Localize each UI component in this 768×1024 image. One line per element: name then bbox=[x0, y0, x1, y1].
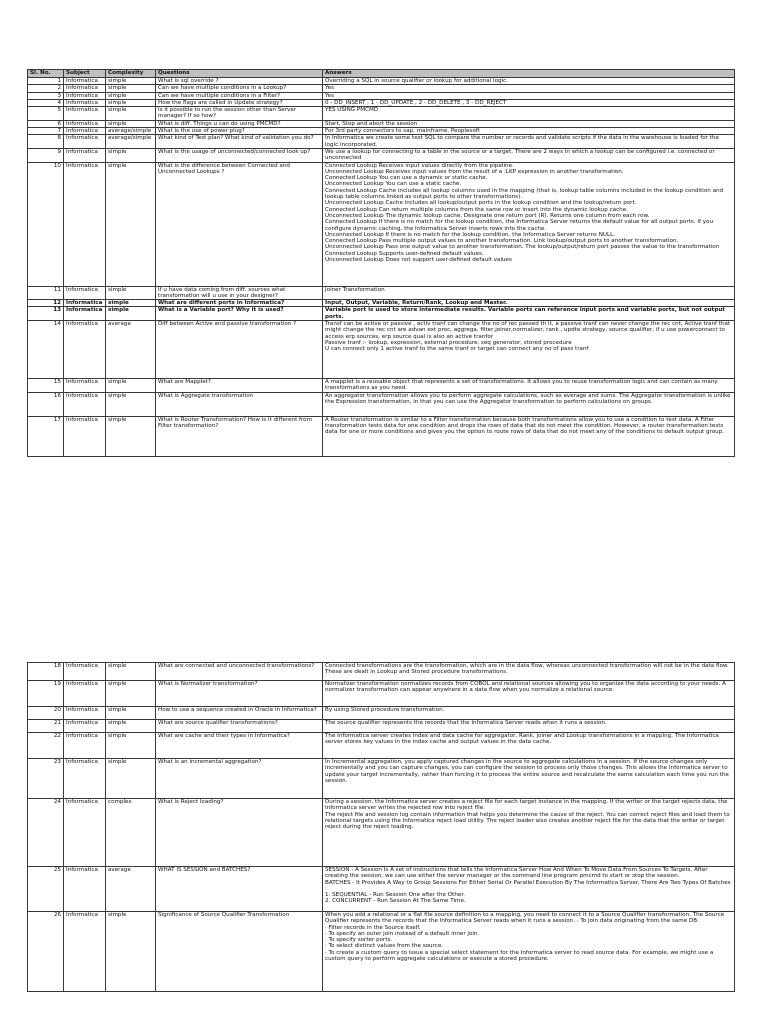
cell-answer: A Router transformation is similar to a Filter transformation because both transformations allow you to use a condition to test data. A Filter transformation tests data for one condition and drops the rows of data that do not meet the condition. However, a router transformation tests data for one or more conditions and gives you the option to route rows of data that do not meet any of the conditions to default output group. bbox=[323, 416, 735, 456]
cell-complexity: simple bbox=[106, 120, 156, 127]
cell-subject: Informatica bbox=[64, 720, 106, 733]
cell-subject: Informatica bbox=[64, 733, 106, 759]
cell-complexity: simple bbox=[106, 148, 156, 162]
cell-complexity: simple bbox=[106, 300, 156, 307]
cell-complexity: simple bbox=[106, 85, 156, 92]
cell-answer: Input, Output, Variable, Return/Rank, Lookup and Master. bbox=[323, 300, 735, 307]
cell-subject: Informatica bbox=[64, 392, 106, 416]
cell-sl-no: 8 bbox=[28, 135, 64, 149]
cell-complexity: simple bbox=[106, 733, 156, 759]
cell-sl-no: 9 bbox=[28, 148, 64, 162]
cell-subject: Informatica bbox=[64, 286, 106, 300]
cell-answer: Yes bbox=[323, 92, 735, 99]
cell-answer: A mapplet is a reusable object that represents a set of transformations. It allows you to reuse transformation logic and can contain as many transformations as you need. bbox=[323, 379, 735, 393]
cell-question: Can we have multiple conditions in a Lookup? bbox=[156, 85, 323, 92]
table-body-page-2 bbox=[28, 663, 735, 992]
table-row bbox=[28, 321, 735, 379]
table-row bbox=[28, 120, 735, 127]
cell-question: WHAT IS SESSION and BATCHES? bbox=[156, 867, 323, 912]
cell-answer: Connected transformations are the transformation, which are in the data flow, whereas unconnected transformation will not be in the data flow. These are dealt in Lookup and Stored procedure transformations. bbox=[323, 663, 735, 681]
qa-table-page-1 bbox=[27, 69, 735, 457]
cell-question: What is the usage of unconnected/connected look up? bbox=[156, 148, 323, 162]
cell-question: What is an incremental aggregation? bbox=[156, 759, 323, 799]
cell-subject: Informatica bbox=[64, 85, 106, 92]
cell-complexity: average bbox=[106, 867, 156, 912]
cell-answer: Normalizer transformation normalizes records from COBOL and relational sources allowing you to organize the data according to your needs. A normalizer transformation can appear anywhere in a data flow when you normalize a relational source. bbox=[323, 681, 735, 707]
table-row bbox=[28, 707, 735, 720]
table-row bbox=[28, 799, 735, 867]
cell-question: How the flags are called in Update strategy? bbox=[156, 99, 323, 106]
table-row bbox=[28, 85, 735, 92]
table-row bbox=[28, 92, 735, 99]
cell-sl-no: 15 bbox=[28, 379, 64, 393]
cell-answer: An aggregator transformation allows you to perform aggregate calculations, such as average and sums. The Aggregator transformation is unlike the Expression transformation, in that you can use the Aggregator transformation to perform calculations on groups. bbox=[323, 392, 735, 416]
cell-subject: Informatica bbox=[64, 379, 106, 393]
cell-answer: The source qualifier represents the records that the Informatica Server reads when it runs a session. bbox=[323, 720, 735, 733]
cell-answer: In Incremental aggregation, you apply captured changes in the source to aggregate calculations in a session. If the source changes only incrementally and you can capture changes, you can configure the session to process only those changes. This allows the Informatica server to update your target incrementally, rather than forcing it to process the entire source and recalculate the same calculation each time you run the session. bbox=[323, 759, 735, 799]
cell-answer: Variable port is used to store intermediate results. Variable ports can reference input ports and variable ports, but not output ports. bbox=[323, 307, 735, 321]
cell-sl-no: 14 bbox=[28, 321, 64, 379]
cell-subject: Informatica bbox=[64, 148, 106, 162]
qa-table-page-2 bbox=[27, 662, 735, 992]
cell-answer: Start, Stop and abort the session bbox=[323, 120, 735, 127]
cell-subject: Informatica bbox=[64, 135, 106, 149]
cell-answer: SESSION - A Session Is A set of instructions that tells the Informatica Server How And When To Move Data From Sources To Targets. After creating the session, we can use either the server manager or the command line program pmcmd to start or stop the session. BATCHES - It Provides A Way to Group Sessions For Either Serial Or Parallel Execution By The Informatica Server. There Are Two Types Of Batches : 1. SEQUENTIAL - Run Session One after the Other. 2. CONCURRENT - Run Session At The Same Time. bbox=[323, 867, 735, 912]
cell-complexity: simple bbox=[106, 92, 156, 99]
table-row bbox=[28, 78, 735, 85]
cell-complexity: simple bbox=[106, 720, 156, 733]
table-row bbox=[28, 720, 735, 733]
cell-question: What is diff. Things u can do using PMCMD? bbox=[156, 120, 323, 127]
cell-question: Diff between Active and passive transformation ? bbox=[156, 321, 323, 379]
cell-question: If u have data coming from diff. sources what transformation will u use in your designer? bbox=[156, 286, 323, 300]
cell-complexity: simple bbox=[106, 78, 156, 85]
cell-question: What are cache and their types in Informatica? bbox=[156, 733, 323, 759]
cell-subject: Informatica bbox=[64, 321, 106, 379]
header-answers: Answers bbox=[323, 70, 735, 78]
cell-question: What is Reject loading? bbox=[156, 799, 323, 867]
cell-question: What are connected and unconnected transformations? bbox=[156, 663, 323, 681]
cell-question: What is the difference between Connected and Unconnected Lookups ? bbox=[156, 162, 323, 286]
cell-sl-no: 1 bbox=[28, 78, 64, 85]
cell-question: How to use a sequence created in Oracle in Informatica? bbox=[156, 707, 323, 720]
cell-complexity: simple bbox=[106, 379, 156, 393]
cell-complexity: average/simple bbox=[106, 128, 156, 135]
cell-sl-no: 18 bbox=[28, 663, 64, 681]
cell-complexity: simple bbox=[106, 99, 156, 106]
cell-complexity: simple bbox=[106, 162, 156, 286]
table-row bbox=[28, 733, 735, 759]
cell-subject: Informatica bbox=[64, 78, 106, 85]
cell-answer: In Informatica we create some test SQL to compare the number or records and validate scripts if the data in the warehouse is loaded for the logic incorporated. bbox=[323, 135, 735, 149]
table-row bbox=[28, 162, 735, 286]
table-row bbox=[28, 135, 735, 149]
cell-subject: Informatica bbox=[64, 912, 106, 992]
table-row bbox=[28, 99, 735, 106]
cell-subject: Informatica bbox=[64, 663, 106, 681]
cell-sl-no: 13 bbox=[28, 307, 64, 321]
cell-question: What is a Variable port? Why it is used? bbox=[156, 307, 323, 321]
cell-question: What kind of Test plan? What kind of validation you do? bbox=[156, 135, 323, 149]
cell-sl-no: 11 bbox=[28, 286, 64, 300]
header-subject: Subject bbox=[64, 70, 106, 78]
cell-answer: The Informatica server creates index and data cache for aggregator, Rank, joiner and Lookup transformations in a mapping. The Informatica server stores key values in the index cache and output values in the data cache. bbox=[323, 733, 735, 759]
table-row bbox=[28, 128, 735, 135]
cell-sl-no: 2 bbox=[28, 85, 64, 92]
cell-sl-no: 7 bbox=[28, 128, 64, 135]
cell-complexity: simple bbox=[106, 416, 156, 456]
table-row bbox=[28, 392, 735, 416]
cell-subject: Informatica bbox=[64, 759, 106, 799]
cell-answer: When you add a relational or a flat file source definition to a mapping, you need to connect it to a Source Qualifier transformation. The Source Qualifier represents the records that the Informatica Server reads when it runs a session. · To join data originating from the same DB. · Filter records in the Source itself. · To specify an outer join instead of a default inner join. · To specify sorter ports. · To select distinct values from the source. · To create a custom query to issue a special select statement for the Informatica server to read source data. For example, we might use a custom query to perform aggregate calculations or execute a stored procedure. bbox=[323, 912, 735, 992]
cell-sl-no: 26 bbox=[28, 912, 64, 992]
cell-sl-no: 5 bbox=[28, 107, 64, 121]
cell-subject: Informatica bbox=[64, 92, 106, 99]
table-row bbox=[28, 912, 735, 992]
cell-subject: Informatica bbox=[64, 300, 106, 307]
cell-answer: For 3rd party connectors to sap, mainframe, Peoplesoft bbox=[323, 128, 735, 135]
cell-subject: Informatica bbox=[64, 707, 106, 720]
cell-sl-no: 19 bbox=[28, 681, 64, 707]
cell-question: What is Aggregate transformation bbox=[156, 392, 323, 416]
cell-answer: During a session, the Informatica server creates a reject file for each target instance in the mapping. If the writer or the target rejects data, the Informatica server writes the rejected row into reject file. The reject file and session log contain information that helps you determine the cause of the reject. You can correct reject files and load them to relational targets using the Informatica reject load utility. The reject loader also creates another reject file for the data that the writer or target reject during the reject loading. bbox=[323, 799, 735, 867]
table-body-page-1 bbox=[28, 78, 735, 457]
header-questions: Questions bbox=[156, 70, 323, 78]
cell-sl-no: 24 bbox=[28, 799, 64, 867]
header-sl-no: Sl. No. bbox=[28, 70, 64, 78]
cell-subject: Informatica bbox=[64, 416, 106, 456]
cell-subject: Informatica bbox=[64, 867, 106, 912]
cell-sl-no: 4 bbox=[28, 99, 64, 106]
cell-complexity: simple bbox=[106, 707, 156, 720]
cell-answer: YES USING PMCMD bbox=[323, 107, 735, 121]
table-row bbox=[28, 416, 735, 456]
cell-sl-no: 16 bbox=[28, 392, 64, 416]
table-header-row bbox=[28, 70, 735, 78]
cell-question: What is the use of power plug? bbox=[156, 128, 323, 135]
cell-question: What are Mapplet? bbox=[156, 379, 323, 393]
table-row bbox=[28, 867, 735, 912]
cell-question: What is Normalizer transformation? bbox=[156, 681, 323, 707]
table-row bbox=[28, 681, 735, 707]
cell-answer: 0 - DD_INSERT , 1 - DD_UPDATE , 2 - DD_DELETE , 3 - DD_REJECT bbox=[323, 99, 735, 106]
cell-complexity: simple bbox=[106, 912, 156, 992]
cell-subject: Informatica bbox=[64, 307, 106, 321]
cell-complexity: simple bbox=[106, 392, 156, 416]
table-row bbox=[28, 759, 735, 799]
cell-answer: Transf can be active or passive , activ tranf can change the no of rec passed th it, a passive tranf can never change the rec cnt, Active tranf that might change the rec cnt are advan ext proc, aggrega, filter,joiner,normalizer, rank , updte strategy, source qualifier, if u use powerconnect to access erp sources, erp source qual is also an active tranfor Passive tranf :- lookup, expression, external procedure, seq generator, stored procedure U can connect only 1 active tranf to the same tranf or target can connect any no of pass tranf bbox=[323, 321, 735, 379]
cell-subject: Informatica bbox=[64, 120, 106, 127]
table-row bbox=[28, 107, 735, 121]
cell-question: What is sql override ? bbox=[156, 78, 323, 85]
cell-complexity: simple bbox=[106, 286, 156, 300]
header-complexity: Complexity bbox=[106, 70, 156, 78]
cell-question: Can we have multiple conditions in a Filter? bbox=[156, 92, 323, 99]
cell-question: Significance of Source Qualifier Transformation bbox=[156, 912, 323, 992]
cell-subject: Informatica bbox=[64, 128, 106, 135]
cell-complexity: simple bbox=[106, 663, 156, 681]
cell-subject: Informatica bbox=[64, 99, 106, 106]
table-row bbox=[28, 148, 735, 162]
cell-question: What is Router Transformation? How is it different from Filter transformation? bbox=[156, 416, 323, 456]
cell-subject: Informatica bbox=[64, 162, 106, 286]
cell-subject: Informatica bbox=[64, 799, 106, 867]
cell-complexity: simple bbox=[106, 681, 156, 707]
cell-sl-no: 22 bbox=[28, 733, 64, 759]
cell-answer: Joiner Transformation bbox=[323, 286, 735, 300]
cell-question: Is it possible to run the session other than Server manager? If so how? bbox=[156, 107, 323, 121]
cell-answer: Yes bbox=[323, 85, 735, 92]
cell-sl-no: 17 bbox=[28, 416, 64, 456]
cell-complexity: average bbox=[106, 321, 156, 379]
cell-sl-no: 23 bbox=[28, 759, 64, 799]
cell-sl-no: 10 bbox=[28, 162, 64, 286]
cell-complexity: complex bbox=[106, 799, 156, 867]
table-row bbox=[28, 663, 735, 681]
cell-complexity: simple bbox=[106, 107, 156, 121]
cell-complexity: average/simple bbox=[106, 135, 156, 149]
cell-sl-no: 6 bbox=[28, 120, 64, 127]
table-row bbox=[28, 379, 735, 393]
cell-answer: We use a lookup for connecting to a table in the source or a target. There are 2 ways in which a lookup can be configured i.e. connected or unconnected bbox=[323, 148, 735, 162]
cell-sl-no: 12 bbox=[28, 300, 64, 307]
cell-question: What are source qualifier transformations? bbox=[156, 720, 323, 733]
table-row bbox=[28, 300, 735, 307]
cell-answer: Connected Lookup Receives input values directly from the pipeline. Unconnected Lookup Receives input values from the result of a :LKP expression in another transformation. Connected Lookup You can use a dynamic or static cache. Unconnected Lookup You can use a static cache. Connected Lookup Cache includes all lookup columns used in the mapping (that is, lookup table columns included in the lookup condition and lookup table columns linked as output ports to other transformations). Unconnected Lookup Cache includes all lookup/output ports in the lookup condition and the lookup/return port. Connected Lookup Can return multiple columns from the same row or insert into the dynamic lookup cache. Unconnected Lookup The dynamic lookup cache, Designate one return port (R). Returns one column from each row. Connected Lookup If there is no match for the lookup condition, the Informatica Server returns the default value for all output ports. If you configure dynamic caching, the Informatica Server inserts rows into the cache. Unconnected Lookup If there is no match for the lookup condition, the Informatica Server returns NULL. Connected Lookup Pass multiple output values to another transformation. Link lookup/output ports to another transformation. Unconnected Lookup Pass one output value to another transformation. The lookup/output/return port passes the value to the transformation Connected Lookup Supports user-defined default values. Unconnected Lookup Does not support user-defined default values bbox=[323, 162, 735, 286]
table-row bbox=[28, 286, 735, 300]
cell-sl-no: 3 bbox=[28, 92, 64, 99]
cell-subject: Informatica bbox=[64, 681, 106, 707]
table-row bbox=[28, 307, 735, 321]
cell-subject: Informatica bbox=[64, 107, 106, 121]
cell-question: What are different ports in Informatica? bbox=[156, 300, 323, 307]
cell-complexity: simple bbox=[106, 307, 156, 321]
cell-complexity: simple bbox=[106, 759, 156, 799]
cell-sl-no: 25 bbox=[28, 867, 64, 912]
cell-sl-no: 20 bbox=[28, 707, 64, 720]
cell-sl-no: 21 bbox=[28, 720, 64, 733]
cell-answer: Overriding a SQL in source qualifier or lookup for additional logic. bbox=[323, 78, 735, 85]
cell-answer: By using Stored procedure transformation. bbox=[323, 707, 735, 720]
